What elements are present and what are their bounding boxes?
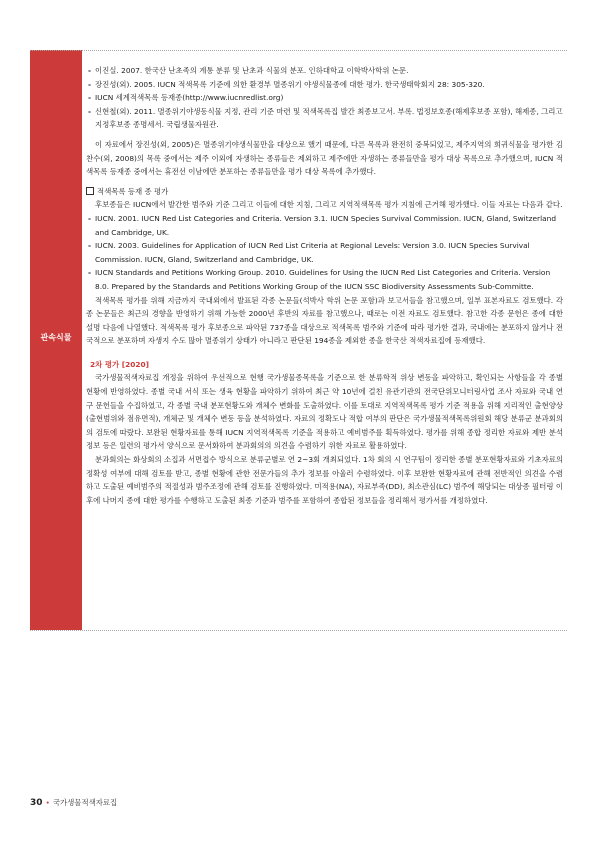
page-footer xyxy=(30,797,117,808)
sidebar-label: 관속식물 xyxy=(40,333,72,342)
main-content xyxy=(86,64,563,507)
ref-item: - 장진성(외). 2005. IUCN 적색목록 기준에 의한 환경부 멸종위기 야생식물종에 대한 평가. 한국생태학회지 28: 305-320. xyxy=(88,79,485,89)
ref-item: - 이진실. 2007. 한국산 난초족의 계통 분류 및 난초과 식물의 분포. 인하대학교 이학박사학위 논문. xyxy=(88,66,409,75)
section-heading-assessment: 적색목록 등재 종 평가 xyxy=(86,185,563,199)
page-number: 30 xyxy=(30,798,43,808)
ref-item: - IUCN 세계적색목록 등재종(http://www.iucnredlist.org) xyxy=(88,93,284,103)
paragraph-2: 적색목록 평가를 위해 지금까지 국내외에서 발표된 각종 논문들(석박사 학위 논문 포함)과 보고서들을 참고했으며, 일부 표본자료도 검토했다. 각종 논문들은 최근의 경향을 반영하기 위해 가능한 2000년 후반의 자료를 참고했으나, 때로는 이전 자료도 검토했다. 참고한 각종 문헌은 종에 대한 설명 다음에 나열했다. 적색목록 평가 후보종으로 파악된 737종을 대상으로 적색목록 범주와 기준에 따라 평가한 결과, 국내에는 분포하지 않거나 전국적으로 분포하며 자생지 수도 많아 멸종위기 상태가 아니라고 판단된 194종을 제외한 종을 한국산 적색자료집에 등재했다. xyxy=(86,295,563,346)
footer-title: 국가생물적색자료집 xyxy=(52,798,118,807)
paragraph-4: 분과회의는 화상회의 소집과 서면접수 방식으로 분류군별로 연 2~3회 개최되었다. 1차 회의 시 연구팀이 정리한 종별 분포현황자료와 기초자료의 정확성 여부에 대해 검토를 받고, 종별 현황에 관한 전문가들의 추가 정보를 아울러 수렴하였다. 이후 보완한 현황자료에 관해 전반적인 의견을 수렴하고 도출된 예비범주의 적절성과 범주조정에 관해 검토를 진행하였다. 미적용(NA), 자료부족(DD), 최소관심(LC) 범주에 해당되는 대상종 필터링 이후에 나머지 종에 대한 평가를 수행하고 도출된 최종 기준과 범주를 포함하여 종합된 정보들을 정리해서 평가서를 개정하였다. xyxy=(86,455,563,505)
paragraph-3: 국가생물적색자료집 개정을 위하여 우선적으로 현행 국가생물종목록을 기준으로 한 분류학적 위상 변동을 파악하고, 확인되는 사항들을 각 종별 현황에 반영하였다. 종별 국내 서식 또는 생육 현황을 파악하기 위하여 최근 약 10년에 걸친 유관기관의 전국단위모니터링사업 조사 자료와 국내 연구 문헌들을 수집하였고, 각 종별 국내 분포현황도와 개체수 변화를 도출하였다. 이를 토대로 지역적색목록 평가 기준 적용을 위해 지리적인 출현양상(출현범위와 점유면적), 개체군 및 개체수 변동 등을 분석하였다. 자료의 정확도나 적합 여부의 판단은 국가생물적색목록위원회 해당 분류군 분과회의의 검토에 따랐다. 보완된 현황자료를 통해 IUCN 지역적색목록 기준을 적용하고 예비범주를 획득하였다. 평가를 위해 종합 정리한 자료와 제반 분석정보 등은 일련의 평가서 양식으로 문서화하여 분과회의의 의견을 수렴하기 위한 자료로 활용하였다. xyxy=(86,373,563,451)
ref-item: - IUCN. 2001. IUCN Red List Categories and Criteria. Version 3.1. IUCN Species Survival Commission. IUCN, Gland, Switzerland and Cambridge, UK. xyxy=(88,213,557,237)
top-divider xyxy=(30,50,567,51)
ref-item: - IUCN Standards and Petitions Working Group. 2010. Guidelines for Using the IUCN Red List Categories and Criteria. Version 8.0. Prepared by the Standards and Petitions Working Group of the IUCN SSC Biodiversity Assessments Sub-Committe. xyxy=(88,268,551,291)
paragraph-1: 이 자료에서 장진성(외, 2005)은 멸종위기야생식물만을 대상으로 했기 때문에, 다른 목록과 완전히 중복되었고, 제주지역의 희귀식물을 평가한 김찬수(외, 2008)의 목록 중에서는 제주 이외에 자생하는 종류들은 제외하고 제주에만 자생하는 종류들만을 평가 대상 목록으로 추가했으며, IUCN 적색목록 등재종 중에서는 휴전선 이남에만 분포하는 종류들만을 평가 대상 목록에 추가했다. xyxy=(86,139,563,177)
section-heading-second-assessment: 2차 평가 [2020] xyxy=(90,359,150,369)
section-intro: 후보종들은 IUCN에서 발간한 범주와 기준 그리고 이들에 대한 지침, 그리고 지역적색목록 평가 지침에 근거해 평가했다. 이들 자료는 다음과 같다. xyxy=(95,200,563,210)
ref-item: - IUCN. 2003. Guidelines for Application of IUCN Red List Criteria at Regional Levels: Version 3.0. IUCN Species Survival Commission. IUCN, Gland, Switzerland and Cambridge, UK. xyxy=(88,241,530,264)
bottom-divider xyxy=(30,630,567,631)
ref-item: - 신현철(외). 2011. 멸종위기야생동식물 지정, 관리 기준 마련 및 적색목록집 발간 최종보고서. 부록. 법정보호종(해제후보종 포함), 해제종, 그리고 지정후보종 종명세서. 국립생물자원관. xyxy=(88,106,563,130)
bullet-dot-icon: • xyxy=(45,798,50,807)
checkbox-square-icon xyxy=(86,187,94,195)
